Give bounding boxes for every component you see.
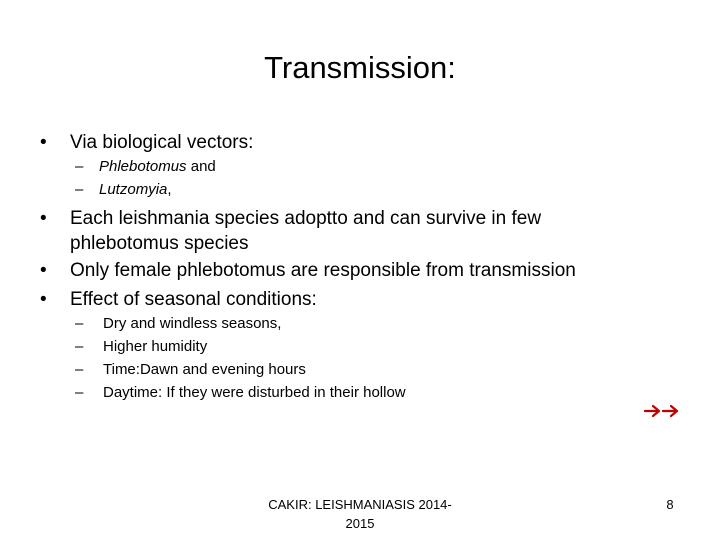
bullet-item — [40, 258, 660, 283]
sub-bullet-dash: – — [75, 181, 84, 198]
sub-bullet-item — [75, 383, 635, 403]
bullet-mark: • — [40, 260, 47, 281]
sub-bullet-dash: – — [75, 361, 84, 378]
sub-bullet-item — [75, 360, 635, 380]
bullet-text: Via biological vectors: — [70, 132, 254, 153]
sub-bullet-text: Daytime: If they were disturbed in their hollow — [103, 384, 406, 401]
bullet-mark: • — [40, 208, 47, 229]
bullet-mark: • — [40, 132, 47, 153]
footer-line-1: CAKIR: LEISHMANIASIS 2014- — [268, 497, 452, 512]
double-right-arrow-icon[interactable] — [643, 402, 683, 420]
bullet-mark: • — [40, 289, 47, 310]
bullet-text: Each leishmania species adoptto and can survive in few phlebotomus species — [70, 208, 542, 254]
bullet-text: Only female phlebotomus are responsible from transmission — [70, 260, 576, 281]
sub-bullet-dash: – — [75, 158, 84, 175]
bullet-item — [40, 287, 660, 312]
sub-bullet-item — [75, 314, 635, 334]
sub-bullet-item — [75, 157, 635, 177]
genus-name: Lutzomyia — [99, 181, 168, 198]
slide-footer — [250, 495, 470, 533]
sub-bullet-dash: – — [75, 338, 84, 355]
sub-bullet-item — [75, 337, 635, 357]
sub-bullet-rest: , — [167, 181, 172, 198]
sub-bullet-text: Dry and windless seasons, — [103, 315, 282, 332]
sub-bullet-text: Higher humidity — [103, 338, 208, 355]
sub-bullet-text: Time:Dawn and evening hours — [103, 361, 306, 378]
sub-bullet-text — [99, 180, 635, 200]
sub-bullet-item — [75, 180, 635, 200]
footer-line-2: 2015 — [345, 516, 375, 531]
page-number: 8 — [666, 497, 674, 512]
sub-bullet-dash: – — [75, 384, 84, 401]
genus-name: Phlebotomus — [99, 158, 187, 175]
bullet-item — [40, 206, 600, 256]
bullet-text: Effect of seasonal conditions: — [70, 289, 317, 310]
sub-bullet-dash: – — [75, 315, 84, 332]
slide-title: Transmission: — [264, 50, 456, 85]
sub-bullet-rest: and — [186, 158, 216, 175]
bullet-item — [40, 130, 660, 155]
sub-bullet-text — [99, 157, 635, 177]
